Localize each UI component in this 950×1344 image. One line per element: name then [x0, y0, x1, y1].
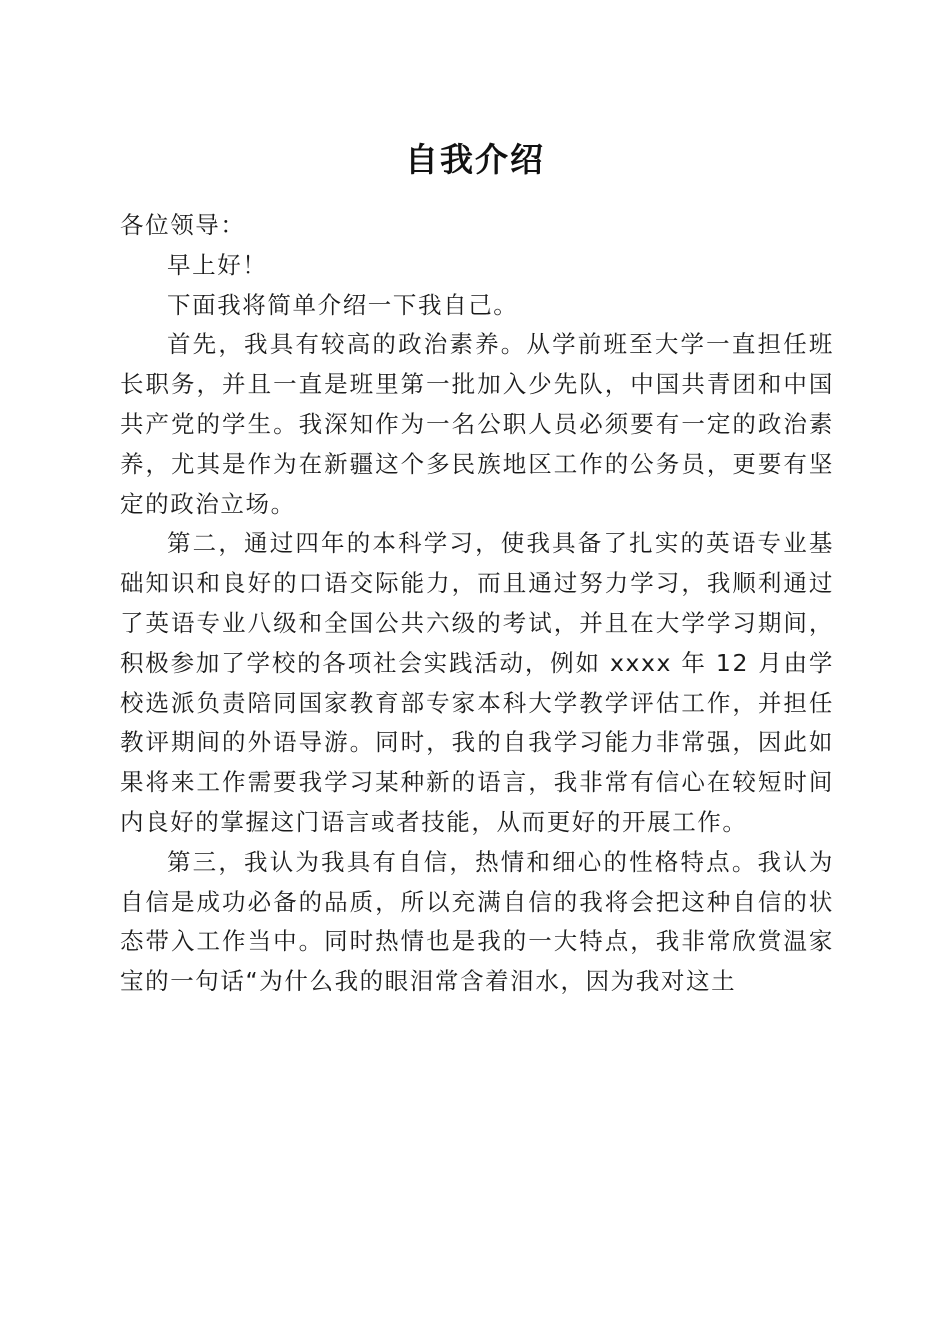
greeting: 早上好！ [167, 250, 268, 279]
paragraph-education: 第二，通过四年的本科学习，使我具备了扎实的英语专业基础知识和良好的口语交际能力，而且通过努力学习，我顺利通过了英语专业八级和全国公共六级的考试，并且在大学学习期间，积极参加了学校的各项社会实践活动，例如 xxxx 年 12 月由学校选派负责陪同国家教育部专家本科大学教学评估工作，并担任教评期间的外语导游。同时，我的自我学习能力非常强，因此如果将来工作需要我学习某种新的语言，我非常有信心在较短时间内良好的掌握这门语言或者技能，从而更好的开展工作。 [120, 529, 834, 836]
paragraph-personality: 第三，我认为我具有自信，热情和细心的性格特点。我认为自信是成功必备的品质，所以充满自信的我将会把这种自信的状态带入工作当中。同时热情也是我的一大特点，我非常欣赏温家宝的一句话“为什么我的眼泪常含着泪水，因为我对这土 [120, 847, 834, 996]
intro-paragraph: 下面我将简单介绍一下我自己。 [167, 290, 519, 319]
salutation: 各位领导： [120, 211, 246, 239]
paragraph-political: 首先，我具有较高的政治素养。从学前班至大学一直担任班长职务，并且一直是班里第一批加入少先队，中国共青团和中国共产党的学生。我深知作为一名公职人员必须要有一定的政治素养，尤其是作为在新疆这个多民族地区工作的公务员，更要有坚定的政治立场。 [120, 330, 834, 518]
document-title: 自我介绍 [405, 140, 545, 179]
document-body [120, 206, 834, 1002]
